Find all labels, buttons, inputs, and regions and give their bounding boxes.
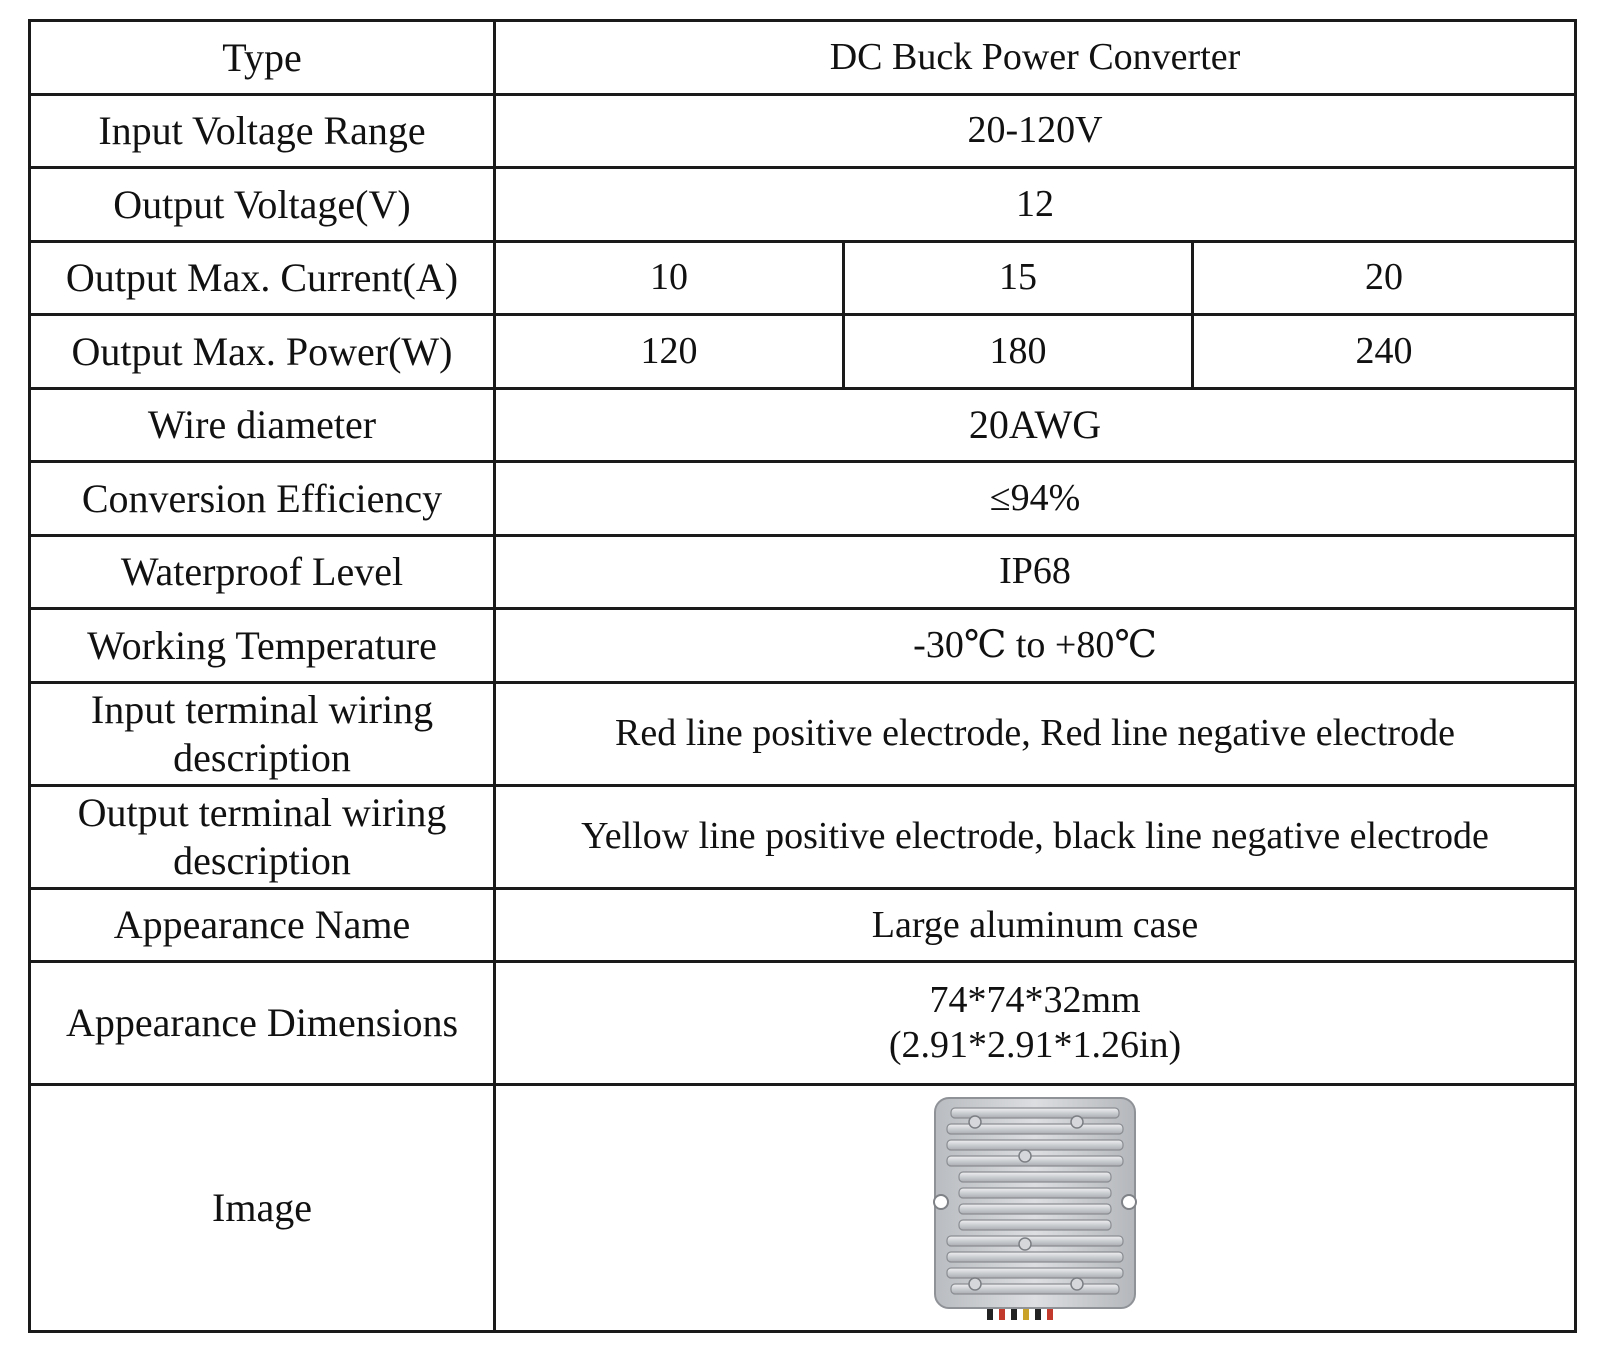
appearance-name-value: Large aluminum case: [495, 888, 1576, 962]
output-power-label: Output Max. Power(W): [30, 315, 495, 389]
dimensions-value: [495, 962, 1576, 1085]
appearance-name-label: Appearance Name: [30, 888, 495, 962]
efficiency-value: ≤94%: [495, 462, 1576, 536]
efficiency-label: Conversion Efficiency: [30, 462, 495, 536]
row-input-voltage: [30, 94, 1576, 168]
output-current-value-2: 15: [844, 241, 1193, 315]
input-wiring-value: Red line positive electrode, Red line negative electrode: [495, 682, 1576, 785]
row-waterproof: [30, 535, 1576, 609]
output-wiring-label: [30, 785, 495, 888]
input-wiring-label: [30, 682, 495, 785]
input-wiring-label-line-1: Input terminal wiring: [90, 687, 434, 733]
output-voltage-value: 12: [495, 168, 1576, 242]
row-efficiency: [30, 462, 1576, 536]
dimensions-label: Appearance Dimensions: [30, 962, 495, 1085]
type-label: Type: [30, 21, 495, 95]
output-power-value-2: 180: [844, 315, 1193, 389]
input-wiring-label-line-2: description: [173, 734, 351, 780]
row-wire-diameter: [30, 388, 1576, 462]
output-current-label: Output Max. Current(A): [30, 241, 495, 315]
output-current-value-1: 10: [495, 241, 844, 315]
row-input-wiring: [30, 682, 1576, 785]
row-output-wiring: [30, 785, 1576, 888]
output-wiring-value: Yellow line positive electrode, black line negative electrode: [495, 785, 1576, 888]
output-power-value-3: 240: [1193, 315, 1576, 389]
row-output-power: [30, 315, 1576, 389]
spec-table: [28, 19, 1577, 1333]
dimensions-value-line-2: (2.91*2.91*1.26in): [888, 1023, 1182, 1066]
image-label: Image: [30, 1084, 495, 1331]
input-voltage-label: Input Voltage Range: [30, 94, 495, 168]
input-voltage-value: 20-120V: [495, 94, 1576, 168]
image-cell: [495, 1084, 1576, 1331]
wire-diameter-value: 20AWG: [495, 388, 1576, 462]
row-temperature: [30, 609, 1576, 683]
row-image: [30, 1084, 1576, 1331]
wire-diameter-label: Wire diameter: [30, 388, 495, 462]
temperature-label: Working Temperature: [30, 609, 495, 683]
output-power-value-1: 120: [495, 315, 844, 389]
row-type: [30, 21, 1576, 95]
temperature-value: -30℃ to +80℃: [495, 609, 1576, 683]
row-dimensions: [30, 962, 1576, 1085]
output-current-value-3: 20: [1193, 241, 1576, 315]
dimensions-value-line-1: 74*74*32mm: [929, 979, 1141, 1022]
row-output-current: [30, 241, 1576, 315]
output-wiring-label-line-1: Output terminal wiring: [77, 790, 447, 836]
output-voltage-label: Output Voltage(V): [30, 168, 495, 242]
row-appearance-name: [30, 888, 1576, 962]
waterproof-label: Waterproof Level: [30, 535, 495, 609]
waterproof-value: IP68: [495, 535, 1576, 609]
row-output-voltage: [30, 168, 1576, 242]
output-wiring-label-line-2: description: [173, 837, 351, 883]
converter-image: [925, 1094, 1145, 1322]
type-value: DC Buck Power Converter: [495, 21, 1576, 95]
